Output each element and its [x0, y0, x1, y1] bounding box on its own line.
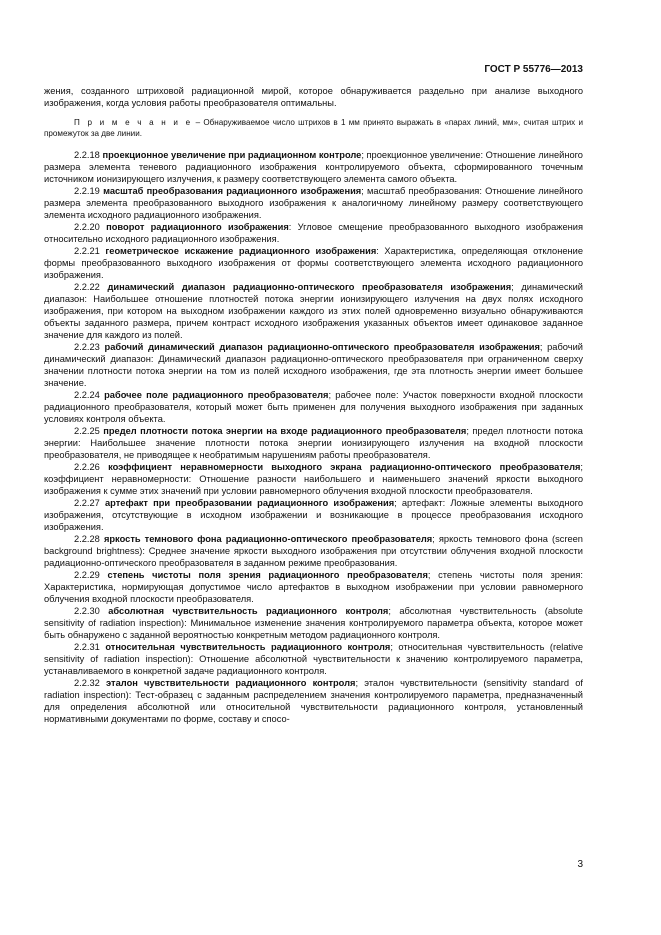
term-title: проекционное увеличение при радиационном контроле	[102, 150, 362, 160]
intro-paragraph: жения, созданного штриховой радиационной мирой, которое обнаруживается раздельно при анализе выходного изображения, когда условия работы преобразователя оптимальны.	[44, 86, 583, 108]
term-number: 2.2.20	[74, 222, 100, 232]
term-definition: ; артефакт: Ложные элементы выходного изображения, отсутствующие в исходном изображении и возникающие в процессе преобразования исходного изображения.	[44, 498, 583, 532]
page-number: 3	[577, 859, 583, 870]
term-paragraph	[44, 533, 583, 569]
term-definition: ; предел плотности потока энергии: Наибольшее значение плотности потока энергии ионизирующего излучения на входной плоскости преобразователя, не приводящее к необратимым нарушениям работы преобразователя.	[44, 426, 583, 460]
term-title: рабочее поле радиационного преобразователя	[104, 390, 329, 400]
term-paragraph	[44, 425, 583, 461]
term-paragraph	[44, 245, 583, 281]
document-header: ГОСТ Р 55776—2013	[484, 64, 583, 75]
term-title: артефакт при преобразовании радиационного изображения	[105, 498, 395, 508]
term-paragraph	[44, 461, 583, 497]
term-number: 2.2.24	[74, 390, 100, 400]
term-number: 2.2.22	[74, 282, 100, 292]
term-title: абсолютная чувствительность радиационного контроля	[108, 606, 389, 616]
term-number: 2.2.30	[74, 606, 100, 616]
term-number: 2.2.18	[74, 150, 100, 160]
term-title: масштаб преобразования радиационного изображения	[103, 186, 362, 196]
term-paragraph	[44, 185, 583, 221]
term-definition: ; относительная чувствительность (relative sensitivity of radiation inspection): Отношение абсолютной чувствительности к значению контролируемого параметра, устанавливаемого в конкретной задаче радиационного контроля.	[44, 642, 583, 676]
term-title: рабочий динамический диапазон радиационно-оптического преобразователя изображения	[104, 342, 540, 352]
term-number: 2.2.28	[74, 534, 100, 544]
term-paragraph	[44, 341, 583, 389]
term-title: коэффициент неравномерности выходного экрана радиационно-оптического преобразователя	[108, 462, 581, 472]
term-title: предел плотности потока энергии на входе радиационного преобразователя	[103, 426, 467, 436]
term-paragraph	[44, 497, 583, 533]
term-title: степень чистоты поля зрения радиационного преобразователя	[107, 570, 428, 580]
document-body	[44, 85, 583, 725]
note-text: – Обнаруживаемое число штрихов в 1 мм принято выражать в «парах линий, мм», считая штрих и промежуток за две линии.	[44, 118, 583, 138]
term-number: 2.2.23	[74, 342, 100, 352]
term-paragraph	[44, 389, 583, 425]
term-title: эталон чувствительности радиационного контроля	[106, 678, 356, 688]
term-definition: ; эталон чувствительности (sensitivity standard of radiation inspection): Тест-образец с заданным распределением значения контролируемого параметра, предназначенный для определения абсолютной или относительной чувствительности радиационного контроля, установленный нормативными документами по форме, составу и спосо-	[44, 678, 583, 724]
term-paragraph	[44, 149, 583, 185]
term-number: 2.2.25	[74, 426, 100, 436]
term-definition: : Характеристика, определяющая отклонение формы преобразованного выходного изображения от формы соответствующего элемента исходного радиационного изображения.	[44, 246, 583, 280]
term-number: 2.2.26	[74, 462, 100, 472]
term-paragraph	[44, 569, 583, 605]
term-number: 2.2.32	[74, 678, 100, 688]
term-paragraph	[44, 641, 583, 677]
term-definition: ; коэффициент неравномерности: Отношение разности наибольшего и наименьшего значений яркости выходного изображения к сумме этих значений при условии равномерного облучения входной плоскости преобразователя.	[44, 462, 583, 496]
term-definition: ; яркость темнового фона (screen background brightness): Среднее значение яркости выходного изображения при отсутствии облучения входной плоскости радиационно-оптического преобразователя в заданном режиме преобразования.	[44, 534, 583, 568]
term-paragraph	[44, 221, 583, 245]
term-definition: ; масштаб преобразования: Отношение линейного размера элемента преобразованного выходного изображения к аналогичному линейному размеру соответствующего элемента исходного радиационного изображения.	[44, 186, 583, 220]
term-definition: ; динамический диапазон: Наибольшее отношение плотностей потока энергии ионизирующего излучения на двух полях исходного изображения, при котором на выходном изображении каждого из этих полей одновременно визуально обнаруживаются объекты заданного размера, причем контраст исходного изображения указанных объектов имеет одинаковое заданное значение для каждого из полей.	[44, 282, 583, 340]
terms-list	[44, 149, 583, 725]
term-paragraph	[44, 605, 583, 641]
term-definition: : Угловое смещение преобразованного выходного изображения относительно исходного радиационного изображения.	[44, 222, 583, 244]
term-definition: ; проекционное увеличение: Отношение линейного размера элемента теневого радиационного изображения контролируемого объекта, сформированного точечным источником ионизирующего излучения, к размеру соответствующего элемента самого объекта.	[44, 150, 583, 184]
term-paragraph	[44, 677, 583, 725]
term-definition: ; рабочее поле: Участок поверхности входной плоскости радиационного преобразователя, который может быть применен для получения выходного изображения при заданных условиях контроля объекта.	[44, 390, 583, 424]
term-definition: ; степень чистоты поля зрения: Характеристика, нормирующая допустимое число артефактов в выходном изображении при условии равномерного облучения входной плоскости преобразователя.	[44, 570, 583, 604]
term-number: 2.2.21	[74, 246, 100, 256]
term-title: геометрическое искажение радиационного изображения	[105, 246, 377, 256]
note-paragraph	[44, 117, 583, 139]
term-title: динамический диапазон радиационно-оптического преобразователя изображения	[107, 282, 512, 292]
note-label: П р и м е ч а н и е	[74, 118, 193, 127]
term-number: 2.2.27	[74, 498, 100, 508]
term-number: 2.2.31	[74, 642, 100, 652]
term-number: 2.2.29	[74, 570, 100, 580]
term-title: относительная чувствительность радиационного контроля	[105, 642, 391, 652]
term-title: поворот радиационного изображения	[106, 222, 289, 232]
term-definition: ; рабочий динамический диапазон: Динамический диапазон радиационно-оптического преобразователя при ограниченном сверху значении плотности потока энергии на том из полей исходного изображения, где эта плотность энергии имеет большее значение.	[44, 342, 583, 388]
term-number: 2.2.19	[74, 186, 100, 196]
term-definition: ; абсолютная чувствительность (absolute sensitivity of radiation inspection): Минимальное изменение значения контролируемого параметра объекта, которое может быть обнаружено с заданной вероятностью конкретным методом радиационного контроля.	[44, 606, 583, 640]
term-title: яркость темнового фона радиационно-оптического преобразователя	[103, 534, 433, 544]
term-paragraph	[44, 281, 583, 341]
